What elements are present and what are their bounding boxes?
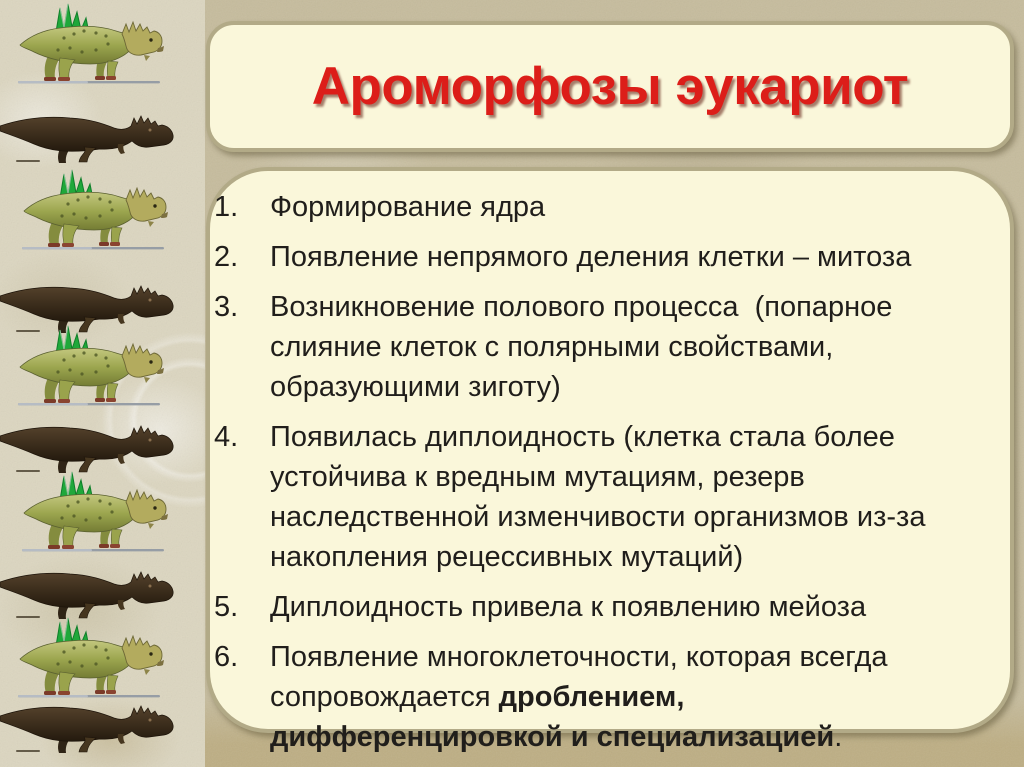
list-item-number: 3. [214,291,239,323]
slide-title: Ароморфозы эукариот [311,57,909,116]
green-ceratopsian-dinosaur-image [12,468,172,556]
list-item-number: 5. [214,591,239,623]
list-item [214,587,1002,627]
list-item [214,637,1002,757]
list-item-number: 1. [214,191,239,223]
list-item-text: Появление непрямого деления клетки – митоза [270,241,912,273]
dinosaur-sidebar [0,0,205,767]
list-item [214,187,1002,227]
title-box [206,21,1014,152]
list-item-text: Появилась диплоидность (клетка стала более устойчива к вредным мутациям, резерв наследственной изменчивости организмов из-за накопления рецессивных мутаций) [270,421,926,573]
green-ceratopsian-dinosaur-image [8,322,168,410]
list-item [214,237,1002,277]
brown-theropod-dinosaur-image [0,414,176,476]
list-item-number: 4. [214,421,239,453]
aromorphoses-list [214,187,1002,757]
list-item [214,287,1002,407]
list-item [214,417,1002,577]
content-box [206,167,1014,753]
green-ceratopsian-dinosaur-image [12,166,172,254]
list-item-text: Формирование ядра [270,191,546,223]
list-item-text: Диплоидность привела к появлению мейоза [270,591,867,623]
list-item-text: Возникновение полового процесса (попарное слияние клеток с полярными свойствами, образующими зиготу) [270,291,893,403]
list-item-number: 2. [214,241,239,273]
brown-theropod-dinosaur-image [0,104,176,166]
green-ceratopsian-dinosaur-image [8,0,168,88]
green-ceratopsian-dinosaur-image [8,614,168,702]
list-item-number: 6. [214,641,239,673]
brown-theropod-dinosaur-image [0,694,176,756]
list-item-text: Появление многоклеточности, которая всегда сопровождается дроблением, дифференцировкой и специализацией. [270,641,888,753]
brown-theropod-dinosaur-image [0,560,176,622]
